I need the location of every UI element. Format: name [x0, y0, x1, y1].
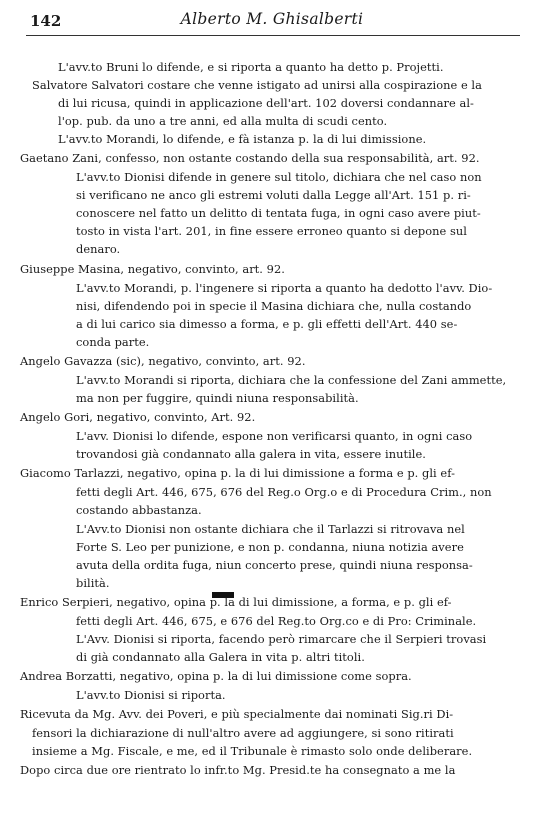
- text-line: Ricevuta da Mg. Avv. dei Poveri, e più specialmente dai nominati Sig.ri Di-: [20, 707, 454, 721]
- text-line: bilità.: [76, 576, 110, 590]
- text-line: L'Avv. Dionisi si riporta, facendo però rimarcare che il Serpieri trovasi: [76, 632, 487, 646]
- text-line: L'avv.to Bruni lo difende, e si riporta a quanto ha detto p. Projetti.: [58, 60, 444, 74]
- page-number: 142: [30, 12, 62, 30]
- text-line: Forte S. Leo per punizione, e non p. condanna, niuna notizia avere: [76, 540, 464, 554]
- text-line: L'avv.to Dionisi difende in genere sul titolo, dichiara che nel caso non: [76, 170, 482, 184]
- text-line: Angelo Gori, negativo, convinto, Art. 92.: [20, 410, 256, 424]
- text-line: si verificano ne anco gli estremi voluti dalla Legge all'Art. 151 p. ri-: [76, 188, 471, 202]
- text-line: L'avv.to Morandi, lo difende, e fà istanza p. la di lui dimissione.: [58, 132, 427, 146]
- text-line: trovandosi già condannato alla galera in vita, essere inutile.: [76, 447, 426, 461]
- text-line: L'avv. Dionisi lo difende, espone non verificarsi quanto, in ogni caso: [76, 429, 473, 443]
- text-line: Enrico Serpieri, negativo, opina p. la di lui dimissione, a forma, e p. gli ef-: [20, 595, 452, 609]
- page-header: [24, 10, 520, 36]
- text-line: fensori la dichiarazione di null'altro avere ad aggiungere, si sono ritirati: [32, 726, 454, 740]
- text-line: avuta della ordita fuga, niun concerto prese, quindi niuna responsa-: [76, 558, 473, 572]
- text-line: nisi, difendendo poi in specie il Masina dichiara che, nulla costando: [76, 299, 472, 313]
- running-head: Alberto M. Ghisalberti: [180, 10, 364, 28]
- text-line: fetti degli Art. 446, 675, e 676 del Reg.to Org.co e di Pro: Criminale.: [76, 614, 477, 628]
- text-line: insieme a Mg. Fiscale, e me, ed il Tribunale è rimasto solo onde deliberare.: [32, 744, 473, 758]
- text-line: L'Avv.to Dionisi non ostante dichiara che il Tarlazzi si ritrovava nel: [76, 522, 465, 536]
- text-line: Andrea Borzatti, negativo, opina p. la di lui dimissione come sopra.: [20, 669, 412, 683]
- text-line: Gaetano Zani, confesso, non ostante costando della sua responsabilità, art. 92.: [20, 151, 480, 165]
- text-line: Giacomo Tarlazzi, negativo, opina p. la di lui dimissione a forma e p. gli ef-: [20, 466, 455, 480]
- text-line: Angelo Gavazza (sic), negativo, convinto, art. 92.: [20, 354, 306, 368]
- text-line: ma non per fuggire, quindi niuna responsabilità.: [76, 391, 359, 405]
- text-line: di già condannato alla Galera in vita p. altri titoli.: [76, 650, 365, 664]
- text-line: fetti degli Art. 446, 675, 676 del Reg.o Org.o e di Procedura Crim., non: [76, 485, 492, 499]
- text-line: conda parte.: [76, 335, 150, 349]
- text-line: L'avv.to Dionisi si riporta.: [76, 688, 226, 702]
- text-line: denaro.: [76, 242, 121, 256]
- text-line: a di lui carico sia dimesso a forma, e p. gli effetti dell'Art. 440 se-: [76, 317, 458, 331]
- text-line: di lui ricusa, quindi in applicazione dell'art. 102 doversi condannare al-: [58, 96, 474, 110]
- text-line: Salvatore Salvatori costare che venne istigato ad unirsi alla cospirazione e la: [32, 78, 482, 92]
- text-line: Dopo circa due ore rientrato lo infr.to Mg. Presid.te ha consegnato a me la: [20, 763, 456, 777]
- text-line: tosto in vista l'art. 201, in fine essere erroneo quanto si depone sul: [76, 224, 467, 238]
- text-line: costando abbastanza.: [76, 503, 202, 517]
- text-line: conoscere nel fatto un delitto di tentata fuga, in ogni caso avere piut-: [76, 206, 481, 220]
- text-line: L'avv.to Morandi si riporta, dichiara che la confessione del Zani ammette,: [76, 373, 507, 387]
- text-line: Giuseppe Masina, negativo, convinto, art. 92.: [20, 262, 285, 276]
- text-line: l'op. pub. da uno a tre anni, ed alla multa di scudi cento.: [58, 114, 388, 128]
- header-rule: [26, 35, 520, 36]
- text-line: L'avv.to Morandi, p. l'ingenere si riporta a quanto ha dedotto l'avv. Dio-: [76, 281, 493, 295]
